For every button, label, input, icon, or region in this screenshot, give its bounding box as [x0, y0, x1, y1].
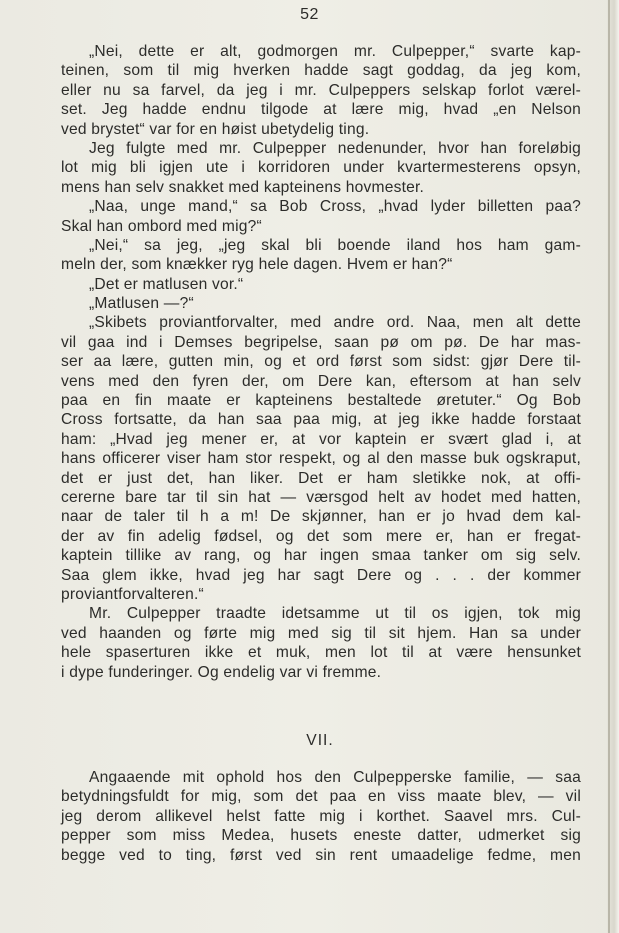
text-line: cererne bare tar til sin hat — værsgod helt av hodet med hatten, [61, 488, 581, 506]
body-text [61, 42, 581, 682]
chapter-text [61, 768, 581, 865]
text-line: „Det er matlusen vor.“ [89, 275, 244, 293]
text-line: der av fin adelig fødsel, og det som mere er, han er fregat- [61, 527, 581, 545]
text-line: ham: „Hvad jeg mener er, at vor kaptein er svært glad i, at [61, 430, 581, 448]
text-line: vens med den fyren der, om Dere kan, eftersom at han selv [61, 372, 581, 390]
text-line: vil gaa ind i Demses begripelse, saan pø om pø. De har mas- [61, 333, 581, 351]
chapter-heading: VII. [306, 732, 334, 749]
text-line: det er just det, han liker. Det er ham sletikke nok, at offi- [61, 469, 581, 487]
text-line: hele spaserturen ikke et muk, men lot til at være hensunket [61, 644, 581, 662]
text-line: kaptein tillike av rang, og har ingen smaa tanker om sig selv. [61, 547, 581, 565]
page-edge-shadow [608, 0, 610, 933]
text-line: „Matlusen —?“ [89, 295, 194, 313]
text-line: mens han selv snakket med kapteinens hovmester. [61, 178, 425, 196]
text-line: naar de taler til h a m! De skjønner, han er jo hvad dem kal- [61, 508, 581, 526]
text-line: Skal han ombord med mig?“ [61, 217, 262, 235]
text-line: Mr. Culpepper traadte idetsamme ut til os igjen, tok mig [89, 605, 581, 623]
text-line: set. Jeg hadde endnu tilgode at lære mig, hvad „en Nelson [61, 101, 581, 119]
text-line: paa en fin maate er kapteinens bestaltede øretuter.“ Og Bob [61, 392, 581, 410]
text-line: Jeg fulgte med mr. Culpepper nedenunder, hvor han foreløbig [89, 139, 581, 157]
text-line: ser aa lære, gutten min, og et ord først som sidst: gjør Dere til- [61, 353, 581, 371]
text-line: ved haanden og førte mig med sig til sit hjem. Han sa under [61, 624, 581, 642]
text-line: meln der, som knækker ryg hele dagen. Hvem er han?“ [61, 256, 453, 274]
text-line: eller nu sa farvel, da jeg i mr. Culpeppers selskap forlot værel- [61, 81, 581, 99]
text-line: i dype funderinger. Og endelig var vi fremme. [61, 663, 382, 681]
text-line: „Nei, dette er alt, godmorgen mr. Culpepper,“ svarte kap- [89, 43, 581, 60]
text-line: „Skibets proviantforvalter, med andre ord. Naa, men alt dette [89, 314, 581, 332]
text-line: „Naa, unge mand,“ sa Bob Cross, „hvad lyder billetten paa? [89, 198, 581, 216]
text-line: Saa glem ikke, hvad jeg har sagt Dere og . . . der kommer [61, 566, 581, 584]
page-number: 52 [300, 6, 319, 23]
text-line: pepper som miss Medea, husets eneste datter, udmerket sig [61, 827, 581, 845]
text-line: hans officerer viser ham stor respekt, og al den masse buk ogskraput, [61, 450, 581, 468]
text-line: proviantforvalteren.“ [61, 585, 204, 603]
text-line: ved brystet“ var for en høist ubetydelig ting. [61, 120, 370, 138]
text-line: begge ved to ting, først ved sin rent umaadelige fedme, men [61, 846, 581, 864]
text-line: betydningsfuldt for mig, som det paa en viss maate blev, — vil [61, 788, 581, 806]
text-line: jeg derom allikevel helst fatte mig i korthet. Saavel mrs. Cul- [61, 807, 581, 825]
text-line: Cross fortsatte, da han saa paa mig, at jeg ikke hadde forstaat [61, 411, 581, 429]
text-line: „Nei,“ sa jeg, „jeg skal bli boende iland hos ham gam- [89, 236, 581, 254]
text-line: lot mig bli igjen ute i korridoren under kvartermesterens opsyn, [61, 159, 581, 177]
text-line: teinen, som til mig hverken hadde sagt goddag, da jeg kom, [61, 62, 581, 80]
text-line: Angaaende mit ophold hos den Culpepperske familie, — saa [89, 769, 581, 786]
